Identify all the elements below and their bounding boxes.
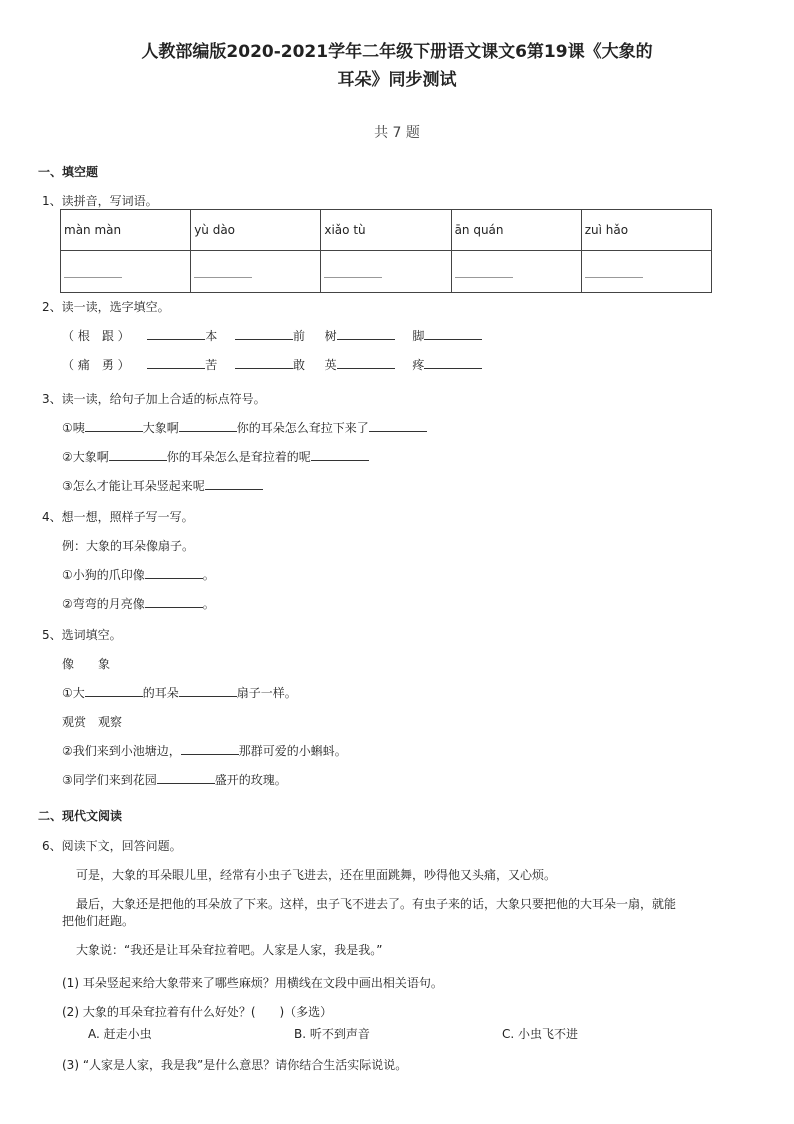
pinyin-table (60, 209, 712, 293)
answer-cell[interactable] (321, 251, 451, 293)
text: ②大象啊 (62, 450, 109, 464)
q3-sentence-1 (62, 419, 427, 437)
text: ③同学们来到花园 (62, 773, 157, 787)
q5-prompt: 5、选词填空。 (42, 628, 122, 642)
text: ③怎么才能让耳朵竖起来呢 (62, 479, 205, 493)
q2-row-1 (62, 327, 482, 345)
answer-blank[interactable] (85, 419, 143, 432)
question-count: 共 7 题 (374, 125, 420, 141)
char: 英 (324, 358, 337, 372)
char: 疼 (412, 358, 425, 372)
pinyin-cell: màn màn (61, 210, 191, 251)
answer-blank[interactable] (179, 419, 237, 432)
text: ①小狗的爪印像 (62, 568, 145, 582)
q4-sentence-2 (62, 595, 215, 613)
sub-question-3: (3) “人家是人家，我是我”是什么意思？请你结合生活实际说说。 (62, 1058, 408, 1072)
q3-sentence-3 (62, 477, 263, 495)
text: 盛开的玫瑰。 (214, 773, 287, 787)
answer-blank[interactable] (181, 742, 239, 755)
pinyin-cell: yù dào (191, 210, 321, 251)
document-title (0, 38, 794, 94)
q5-word-choice-1: 像 象 (62, 657, 111, 671)
answer-blank[interactable] (235, 327, 293, 340)
answer-cell[interactable] (61, 251, 191, 293)
q2-row-2 (62, 356, 482, 374)
text: ①大 (62, 686, 85, 700)
text: ②弯弯的月亮像 (62, 597, 145, 611)
char-group: （ 根 跟 ） (62, 329, 130, 343)
q4-example: 例：大象的耳朵像扇子。 (62, 539, 195, 553)
text: 的耳朵 (142, 686, 179, 700)
answer-blank[interactable] (337, 327, 395, 340)
option-b[interactable]: B. 听不到声音 (294, 1027, 370, 1041)
answer-blank[interactable] (205, 477, 263, 490)
passage-paragraph-1: 可是，大象的耳朵眼儿里，经常有小虫子飞进去，还在里面跳舞，吵得他又头痛，又心烦。 (76, 868, 557, 882)
title-line-1: 人教部编版2020-2021学年二年级下册语文课文6第19课《大象的 (141, 42, 653, 62)
q5-word-choice-2: 观赏 观察 (62, 715, 123, 729)
answer-blank[interactable] (157, 771, 215, 784)
char: 敢 (292, 358, 305, 372)
q2-prompt: 2、读一读，选字填空。 (42, 300, 170, 314)
answer-blank[interactable] (311, 448, 369, 461)
text: 你的耳朵怎么耷拉下来了 (236, 421, 369, 435)
answer-cell[interactable] (581, 251, 711, 293)
pinyin-cell: zuì hǎo (581, 210, 711, 251)
answer-blank[interactable] (109, 448, 167, 461)
q5-sentence-1 (62, 684, 297, 702)
answer-blank[interactable] (147, 356, 205, 369)
option-c[interactable]: C. 小虫飞不进 (502, 1027, 579, 1041)
q1-prompt: 1、读拼音，写词语。 (42, 194, 158, 208)
pinyin-cell: ān quán (451, 210, 581, 251)
text: 。 (202, 597, 215, 611)
char: 树 (324, 329, 337, 343)
passage-paragraph-2-cont: 把他们赶跑。 (62, 914, 135, 928)
answer-blank[interactable] (585, 277, 643, 278)
answer-blank[interactable] (145, 595, 203, 608)
answer-blank[interactable] (85, 684, 143, 697)
q6-prompt: 6、阅读下文，回答问题。 (42, 839, 182, 853)
answer-blank[interactable] (145, 566, 203, 579)
answer-blank[interactable] (324, 277, 382, 278)
char: 苦 (205, 358, 218, 372)
answer-blank[interactable] (179, 684, 237, 697)
title-line-2: 耳朵》同步测试 (337, 70, 457, 90)
passage-paragraph-3: 大象说：“我还是让耳朵耷拉着吧。人家是人家，我是我。” (76, 943, 383, 957)
section-fill-blank: 一、填空题 (38, 165, 99, 179)
pinyin-cell: xiǎo tù (321, 210, 451, 251)
answer-blank[interactable] (424, 327, 482, 340)
text: ①咦 (62, 421, 85, 435)
q4-sentence-1 (62, 566, 215, 584)
sub-question-2: (2) 大象的耳朵耷拉着有什么好处？( )（多选） (62, 1005, 333, 1019)
text: 你的耳朵怎么是耷拉着的呢 (166, 450, 311, 464)
text: 大象啊 (142, 421, 179, 435)
answer-blank[interactable] (64, 277, 122, 278)
char: 本 (205, 329, 218, 343)
q5-sentence-2 (62, 742, 347, 760)
text: 。 (202, 568, 215, 582)
sub-question-1: (1) 耳朵竖起来给大象带来了哪些麻烦？用横线在文段中画出相关语句。 (62, 976, 443, 990)
answer-blank[interactable] (147, 327, 205, 340)
answer-cell[interactable] (451, 251, 581, 293)
answer-blank[interactable] (455, 277, 513, 278)
answer-blank[interactable] (235, 356, 293, 369)
text: 扇子一样。 (236, 686, 297, 700)
section-reading: 二、现代文阅读 (38, 809, 123, 823)
answer-cell[interactable] (191, 251, 321, 293)
char: 前 (292, 329, 305, 343)
option-a[interactable]: A. 赶走小虫 (88, 1027, 152, 1041)
q3-sentence-2 (62, 448, 369, 466)
q4-prompt: 4、想一想，照样子写一写。 (42, 510, 194, 524)
q3-prompt: 3、读一读，给句子加上合适的标点符号。 (42, 392, 266, 406)
passage-paragraph-2: 最后，大象还是把他的耳朵放了下来。这样，虫子飞不进去了。有虫子来的话，大象只要把他的大耳朵一扇，就能 (76, 897, 677, 911)
answer-blank[interactable] (337, 356, 395, 369)
q5-sentence-3 (62, 771, 287, 789)
char-group: （ 痛 勇 ） (62, 358, 130, 372)
answer-blank[interactable] (424, 356, 482, 369)
char: 脚 (412, 329, 425, 343)
text: 那群可爱的小蝌蚪。 (238, 744, 347, 758)
answer-blank[interactable] (194, 277, 252, 278)
answer-blank[interactable] (369, 419, 427, 432)
text: ②我们来到小池塘边， (62, 744, 181, 758)
